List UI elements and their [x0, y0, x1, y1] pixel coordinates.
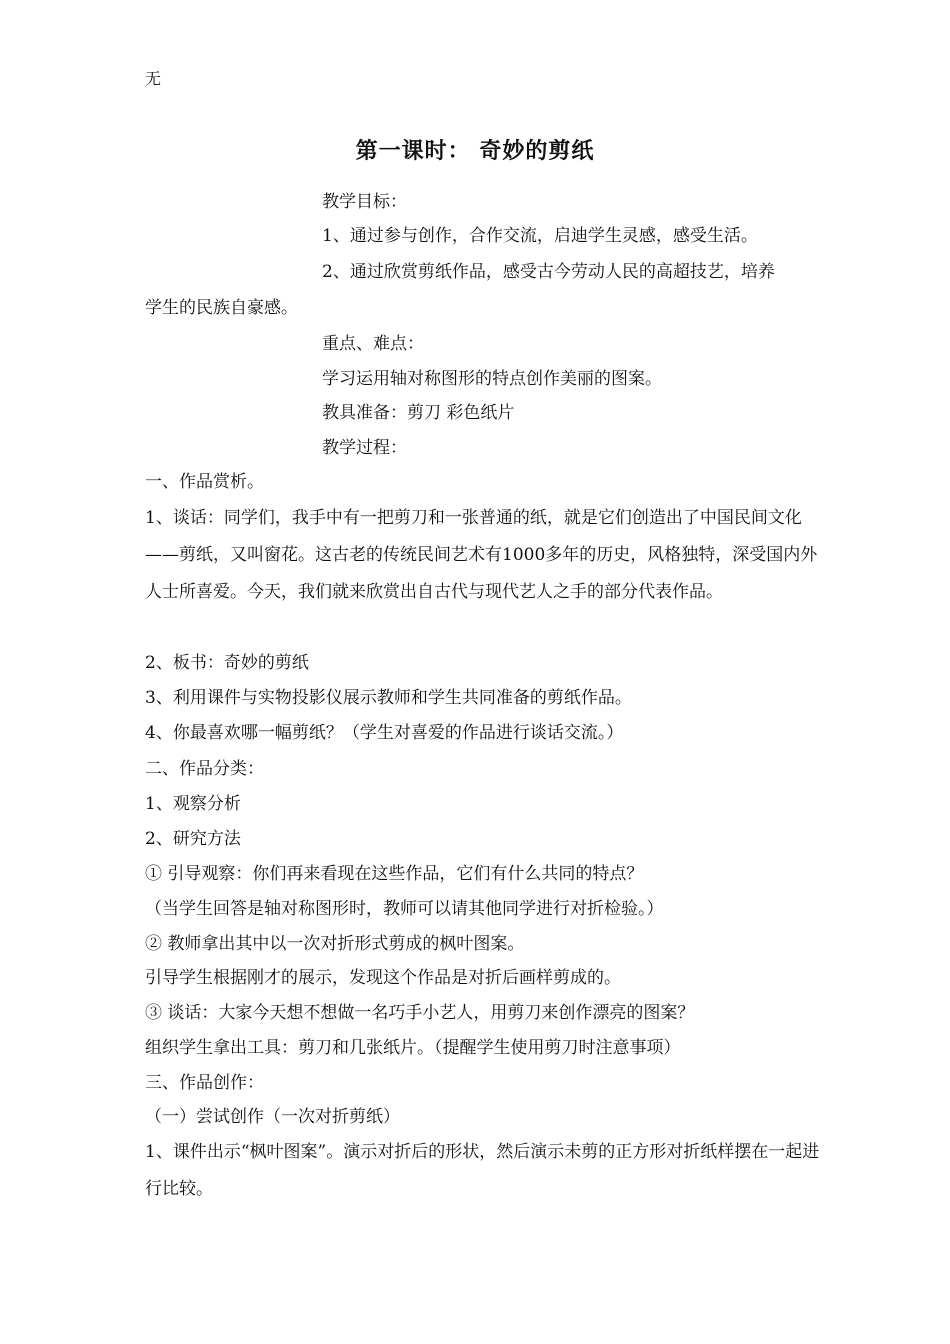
- tools-text: 教具准备：剪刀 彩色纸片: [322, 403, 515, 423]
- objective-item-2-line-2: 学生的民族自豪感。: [145, 298, 298, 318]
- section-2-paragraph-2: 2、研究方法: [145, 829, 241, 849]
- section-3-subheading: （一）尝试创作（一次对折剪纸）: [145, 1107, 400, 1127]
- section-1-paragraph-3: 3、利用课件与实物投影仪展示教师和学生共同准备的剪纸作品。: [145, 688, 632, 708]
- section-1-paragraph-4: 4、你最喜欢哪一幅剪纸？（学生对喜爱的作品进行谈话交流。）: [145, 723, 624, 743]
- section-2-paragraph-5: ② 教师拿出其中以一次对折形式剪成的枫叶图案。: [145, 934, 525, 954]
- focus-text: 学习运用轴对称图形的特点创作美丽的图案。: [322, 369, 662, 389]
- section-3-heading: 三、作品创作：: [145, 1073, 264, 1093]
- header-note: 无: [145, 69, 162, 88]
- objectives-heading: 教学目标：: [322, 192, 407, 212]
- section-2-paragraph-6: 引导学生根据刚才的展示，发现这个作品是对折后画样剪成的。: [145, 968, 621, 988]
- section-2-paragraph-8: 组织学生拿出工具：剪刀和几张纸片。（提醒学生使用剪刀时注意事项）: [145, 1038, 681, 1058]
- section-1-heading: 一、作品赏析。: [145, 472, 264, 492]
- section-2-paragraph-3: ① 引导观察：你们再来看现在这些作品，它们有什么共同的特点？: [145, 864, 644, 884]
- focus-heading: 重点、难点：: [322, 334, 424, 354]
- section-2-paragraph-4: （当学生回答是轴对称图形时，教师可以请其他同学进行对折检验。）: [145, 899, 664, 919]
- page-title: 第一课时： 奇妙的剪纸: [355, 138, 595, 164]
- section-1-paragraph-2: 2、板书：奇妙的剪纸: [145, 653, 309, 673]
- section-2-heading: 二、作品分类：: [145, 759, 264, 779]
- objective-item-2-line-1: 2、通过欣赏剪纸作品，感受古今劳动人民的高超技艺，培养: [322, 262, 775, 282]
- section-3-paragraph-1: 1、课件出示“枫叶图案”。演示对折后的形状，然后演示未剪的正方形对折纸样摆在一起进行比较。: [145, 1142, 820, 1199]
- section-1-paragraph-1: 1、谈话：同学们，我手中有一把剪刀和一张普通的纸，就是它们创造出了中国民间文化——剪纸，又叫窗花。这古老的传统民间艺术有1000多年的历史，风格独特，深受国内外人士所喜爱。今天，我们就来欣赏出自古代与现代艺人之手的部分代表作品。: [145, 508, 818, 602]
- section-2-paragraph-7: ③ 谈话：大家今天想不想做一名巧手小艺人，用剪刀来创作漂亮的图案？: [145, 1003, 695, 1023]
- section-2-paragraph-1: 1、观察分析: [145, 794, 241, 814]
- process-heading: 教学过程：: [322, 438, 407, 458]
- objective-item-1: 1、通过参与创作，合作交流，启迪学生灵感，感受生活。: [322, 226, 758, 246]
